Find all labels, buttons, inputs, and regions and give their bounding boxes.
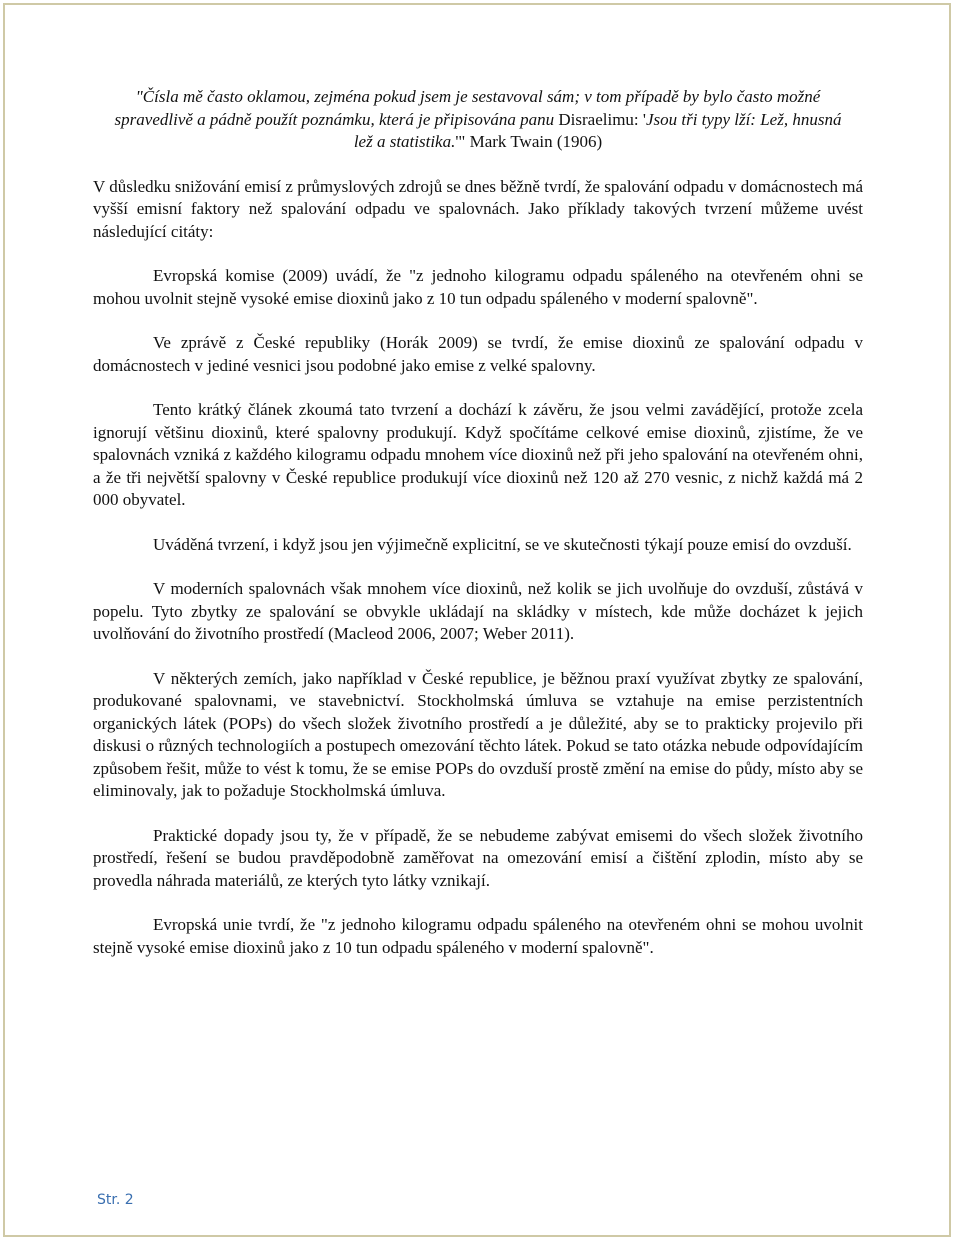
epigraph-quote (93, 86, 863, 154)
document-body (93, 86, 863, 981)
paragraph-5: Uváděná tvrzení, i když jsou jen výjimečně explicitní, se ve skutečnosti týkají pouze emisí do ovzduší. (153, 534, 852, 554)
paragraph-7: V některých zemích, jako například v České republice, je běžnou praxí využívat zbytky ze spalování, produkované spalovnami, ve stavebnictví. Stockholmská úmluva se vztahuje na emise perzistentních organických látek (POPs) do všech složek životního prostředí a je důležité, aby se to prakticky projevilo při diskusi o různých technologiích a postupech omezování těchto látek. Pokud se tato otázka nebude odpovídajícím způsobem řešit, může to vést k tomu, že se emise POPs do ovzduší prostě změní na emise do půdy, místo aby se eliminovaly, jak to požaduje Stockholmská úmluva. (93, 668, 863, 800)
paragraph-4: Tento krátký článek zkoumá tato tvrzení a dochází k závěru, že jsou velmi zavádějící, protože zcela ignorují většinu dioxinů, které spalovny produkují. Když spočítáme celkové emise dioxinů, zjistíme, že ve spalovnách vzniká z každého kilogramu odpadu mnohem více dioxinů než při jeho spalování na otevřeném ohni, a že tři největší spalovny v České republice produkují více dioxinů než 120 až 270 vesnic, z nichž každá má 2 000 obyvatel. (93, 400, 863, 509)
quote-italic-part-2: Jsou tři typy lží: Lež, hnusná lež a statistika. (353, 109, 842, 151)
paragraph-1: V důsledku snižování emisí z průmyslových zdrojů se dnes běžně tvrdí, že spalování odpadu v domácnostech má vyšší emisní faktory než spalování odpadu ve spalovnách. Jako příklady takových tvrzení můžeme uvést následující citáty: (93, 176, 863, 241)
paragraph-3: Ve zprávě z České republiky (Horák 2009) se tvrdí, že emise dioxinů ze spalování odpadu v domácnostech v jediné vesnici jsou podobné jako emise z velké spalovny. (93, 333, 863, 375)
quote-italic-part-1: "Čísla mě často oklamou, zejména pokud jsem je sestavoval sám; v tom případě by bylo často možné spravedlivě a pádně použít poznámku, která je připisována panu (114, 87, 821, 129)
paragraph-9: Evropská unie tvrdí, že "z jednoho kilogramu odpadu spáleného na otevřeném ohni se mohou uvolnit stejně vysoké emise dioxinů jako z 10 tun odpadu spáleného v moderní spalovně". (93, 915, 863, 957)
quote-attribution: '" Mark Twain (1906) (455, 132, 603, 151)
page-number: Str. 2 (97, 1192, 134, 1208)
quote-name: Disraelimu: ' (558, 109, 646, 129)
paragraph-2: Evropská komise (2009) uvádí, že "z jednoho kilogramu odpadu spáleného na otevřeném ohni se mohou uvolnit stejně vysoké emise dioxinů jako z 10 tun odpadu spáleného v moderní spalovně". (93, 266, 863, 308)
paragraph-8: Praktické dopady jsou ty, že v případě, že se nebudeme zabývat emisemi do všech složek životního prostředí, řešení se budou pravděpodobně zaměřovat na omezování emisí a čištění zplodin, místo aby se provedla náhrada materiálů, ze kterých tyto látky vznikají. (93, 825, 863, 890)
paragraph-6: V moderních spalovnách však mnohem více dioxinů, než kolik se jich uvolňuje do ovzduší, zůstává v popelu. Tyto zbytky ze spalování se obvykle ukládají na skládky v místech, kde může docházet k jejich uvolňování do životního prostředí (Macleod 2006, 2007; Weber 2011). (93, 579, 863, 643)
